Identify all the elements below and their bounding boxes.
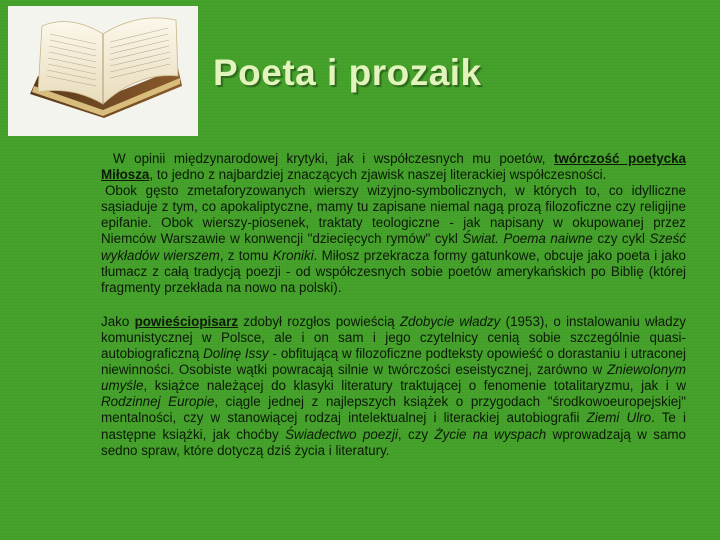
text-run: , z tomu: [219, 247, 273, 263]
text-run: W opinii międzynarodowej krytyki, jak i współczesnych mu poetów,: [113, 151, 554, 166]
text-run: . Te i następne książki, jak choćby: [101, 410, 686, 442]
text-run: wprowadzają w samo sedno spraw, które dotyczą dziś życia i literatury.: [101, 426, 686, 458]
book-title: Dolinę Issy: [203, 346, 269, 362]
text-run: Jako: [101, 313, 135, 329]
text-run: zdobył rozgłos powieścią: [238, 313, 400, 329]
book-title: Świat. Poema naiwne: [462, 231, 593, 247]
paragraph-3: [101, 314, 686, 459]
text-run: . Miłosz przekracza formy gatunkowe, obcuje jako poeta i jako tłumacz z całą tradycją poezji - od współczesnych sobie poetów amerykańskich po Biblię (której fragmenty przekłada na nowo na polski).: [101, 247, 686, 295]
book-title: Rodzinnej Europie: [101, 394, 215, 410]
body-text: [101, 151, 686, 459]
open-book-icon: [8, 6, 198, 136]
text-run: - obfitującą w filozoficzne podteksty opowieść o dorastaniu i utraconej niewinności. Osobiste wątki powracają silnie w twórczości eseistycznej, zarówno w: [101, 346, 686, 378]
emphasized-phrase: powieściopisarz: [134, 313, 239, 329]
book-title: Świadectwo poezji: [285, 426, 398, 442]
text-run: czy cykl: [592, 231, 650, 247]
book-title: Zniewolonym umyśle: [101, 362, 686, 394]
text-run: , ciągle jednej z najlepszych książek o przygodach "środkowoeuropejskiej" mentalności, czy w stanowiącej rodzaj intelektualnej i literackiej autobiografii: [101, 394, 686, 426]
book-title: Ziemi Ulro: [586, 410, 652, 426]
paragraph-2: [101, 183, 686, 296]
book-title: Kroniki: [272, 247, 314, 263]
paragraph-1: [101, 151, 686, 183]
text-run: , książce należącej do klasyki literatury traktującej o fenomenie totalitaryzmu, jak i w: [143, 378, 686, 394]
book-title: Sześć wykładów wierszem: [101, 231, 686, 263]
slide-title: Poeta i prozaik: [213, 52, 482, 93]
text-run: , to jedno z najbardziej znaczących zjawisk naszej literackiej współczesności.: [149, 167, 607, 183]
book-title: Zdobycie władzy: [399, 313, 501, 329]
text-run: Obok gęsto zmetaforyzowanych wierszy wizyjno-symbolicznych, w których to, co idylliczne sąsiaduje z tym, co apokaliptyczne, mamy tu zapisane niemal nagą prozą filozoficzne czy religijne epifanie. Obok wierszy-piosenek, traktaty teologiczne - jak napisany w okupowanej przez Niemców Warszawie w konwencji "dziecięcych rymów" cykl: [101, 183, 686, 247]
emphasized-phrase: twórczość poetycka Miłosza: [101, 151, 686, 183]
book-title: Życie na wyspach: [434, 426, 547, 442]
text-run: (1953), o instalowaniu władzy komunistycznej w Polsce, ale i on sam i jego czytelnicy cenią sobie szczególnie quasi-autobiograficzną: [101, 313, 686, 362]
text-run: , czy: [397, 426, 435, 442]
